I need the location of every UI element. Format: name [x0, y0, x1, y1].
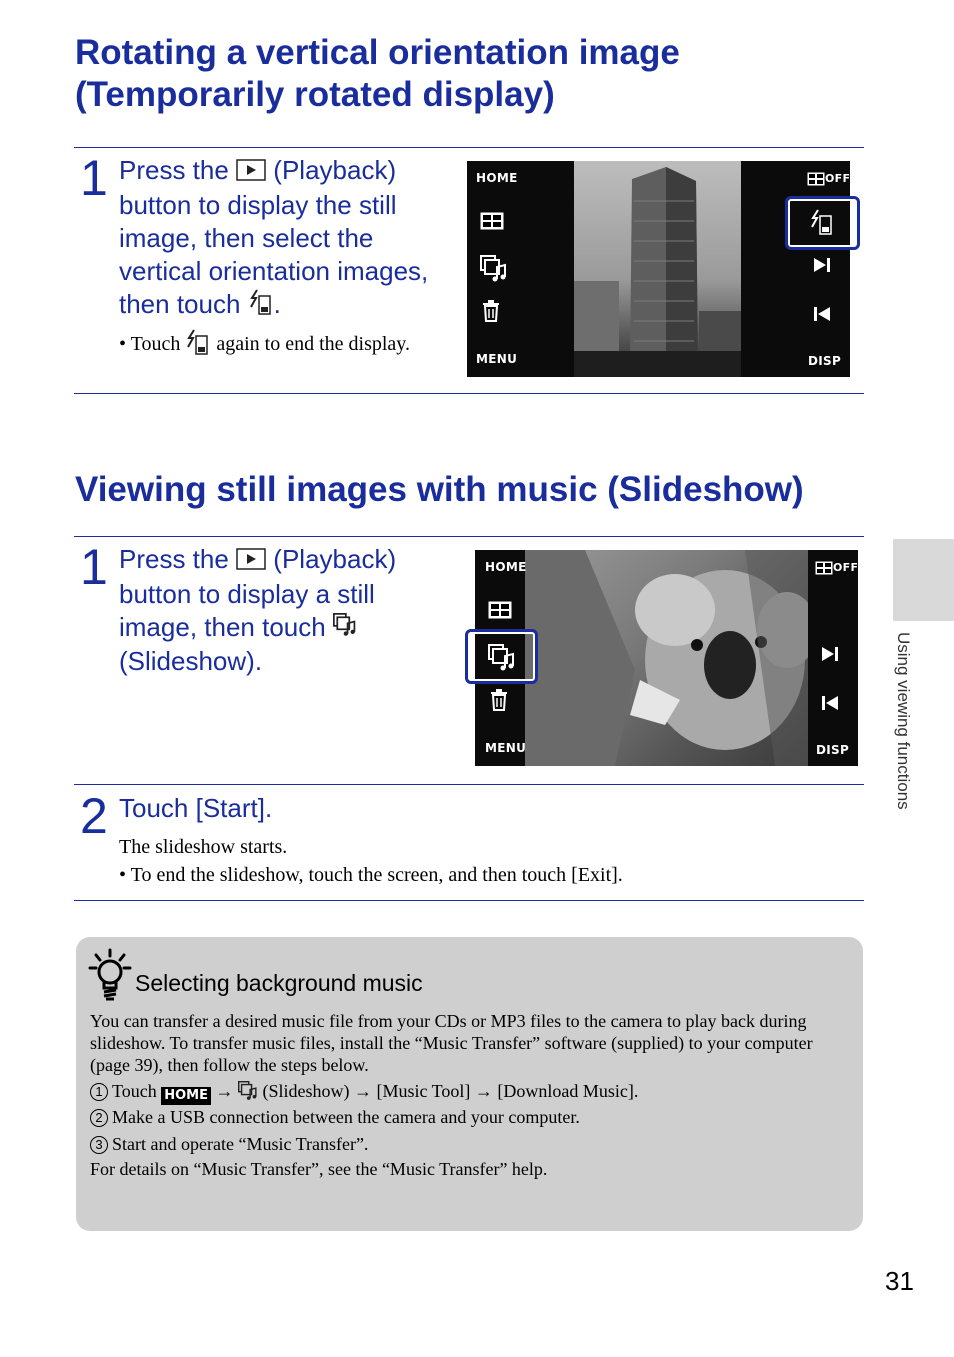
- lightbulb-hint-icon: [88, 948, 134, 1007]
- menu-label: MENU: [476, 352, 518, 366]
- step-instruction: [119, 543, 459, 678]
- next-icon: [821, 646, 839, 667]
- step-circle-number: 3: [90, 1136, 108, 1154]
- step-text: then touch: [119, 288, 241, 319]
- divider: [74, 900, 864, 901]
- step-number: 1: [80, 539, 108, 595]
- arrow-text: →: [215, 1081, 234, 1101]
- tip-step-3: [90, 1133, 830, 1155]
- tip-footer: For details on “Music Transfer”, see the “Music Transfer” help.: [90, 1159, 548, 1179]
- rotate-display-icon: [248, 288, 274, 324]
- building-photo: [574, 161, 741, 377]
- side-tab: [893, 539, 954, 621]
- koala-photo: [525, 550, 808, 766]
- tip-paragraph: You can transfer a desired music file from your CDs or MP3 files to the camera to play back during slideshow. To transfer music files, install the “Music Transfer” software (supplied) to your computer (page 39), then follow the steps below.: [90, 1011, 813, 1075]
- previous-icon: [821, 695, 839, 716]
- step-text: image, then touch: [119, 611, 326, 642]
- step-text: (Playback): [273, 155, 397, 185]
- menu-label: MENU: [485, 741, 527, 755]
- divider: [74, 784, 864, 785]
- bullet-note: [119, 328, 410, 363]
- tip-step-text: Touch: [112, 1081, 157, 1101]
- divider: [74, 393, 864, 394]
- section-title-rotate-line1: Rotating a vertical orientation image: [75, 33, 680, 72]
- tip-step-1: [90, 1080, 830, 1106]
- step-text: Press the: [119, 544, 229, 574]
- divider: [74, 147, 864, 148]
- page-number: 31: [885, 1266, 914, 1296]
- home-label: HOME: [485, 560, 527, 574]
- index-icon: [480, 212, 504, 235]
- divider: [74, 536, 864, 537]
- tip-step-2: [90, 1106, 830, 1128]
- slideshow-button-highlight[interactable]: [465, 629, 538, 684]
- step-circle-number: 1: [90, 1083, 108, 1101]
- step-text: Press the: [119, 155, 229, 185]
- home-icon: HOME: [161, 1087, 211, 1105]
- home-label: HOME: [476, 171, 518, 185]
- delete-icon: [482, 300, 500, 327]
- playback-icon: [236, 156, 266, 189]
- step-text: (Slideshow).: [119, 646, 263, 677]
- step-instruction: [119, 154, 459, 324]
- step-title: Touch [Start].: [119, 793, 273, 823]
- bullet-text: again to end the display.: [216, 333, 410, 356]
- bullet-note: • To end the slideshow, touch the screen, and then touch [Exit].: [119, 864, 623, 886]
- disp-label: DISP: [816, 743, 850, 757]
- index-off-icon: [815, 561, 833, 580]
- step-text: button to display the still: [119, 189, 397, 220]
- tip-title: Selecting background music: [135, 970, 423, 996]
- slideshow-icon: [480, 255, 508, 288]
- delete-icon: [490, 689, 508, 716]
- step-body: The slideshow starts.: [119, 836, 288, 858]
- index-icon: [488, 601, 512, 624]
- rotate-button-highlight[interactable]: [785, 196, 860, 250]
- step-circle-number: 2: [90, 1109, 108, 1127]
- previous-icon: [813, 306, 831, 327]
- next-icon: [813, 257, 831, 278]
- step-text: button to display a still: [119, 578, 375, 609]
- rotate-display-icon: [185, 328, 211, 363]
- off-label: OFF: [833, 561, 858, 574]
- playback-icon: [236, 545, 266, 578]
- step-number: 2: [80, 788, 108, 844]
- step-text: vertical orientation images,: [119, 255, 429, 286]
- step-text: (Playback): [273, 544, 397, 574]
- slideshow-icon: [238, 1081, 258, 1106]
- index-off-icon: [807, 172, 825, 191]
- side-section-label: [891, 632, 915, 862]
- side-section-text: Using viewing functions: [894, 632, 913, 810]
- tip-step-text: Start and operate “Music Transfer”.: [112, 1134, 369, 1154]
- step-text: image, then select the: [119, 222, 374, 253]
- section-title-rotate-line2: (Temporarily rotated display): [75, 75, 555, 114]
- step-text: .: [273, 288, 281, 319]
- tip-step-text: (Slideshow) → [Music Tool] → [Download Music].: [262, 1081, 639, 1101]
- slideshow-icon: [333, 612, 357, 645]
- bullet-text: • Touch: [119, 333, 181, 356]
- step-number: 1: [80, 150, 108, 206]
- section-title-slideshow: Viewing still images with music (Slideshow): [75, 470, 804, 509]
- disp-label: DISP: [808, 354, 842, 368]
- off-label: OFF: [825, 172, 850, 185]
- camera-screen-rotate: [467, 161, 850, 377]
- tip-step-text: Make a USB connection between the camera and your computer.: [112, 1107, 580, 1127]
